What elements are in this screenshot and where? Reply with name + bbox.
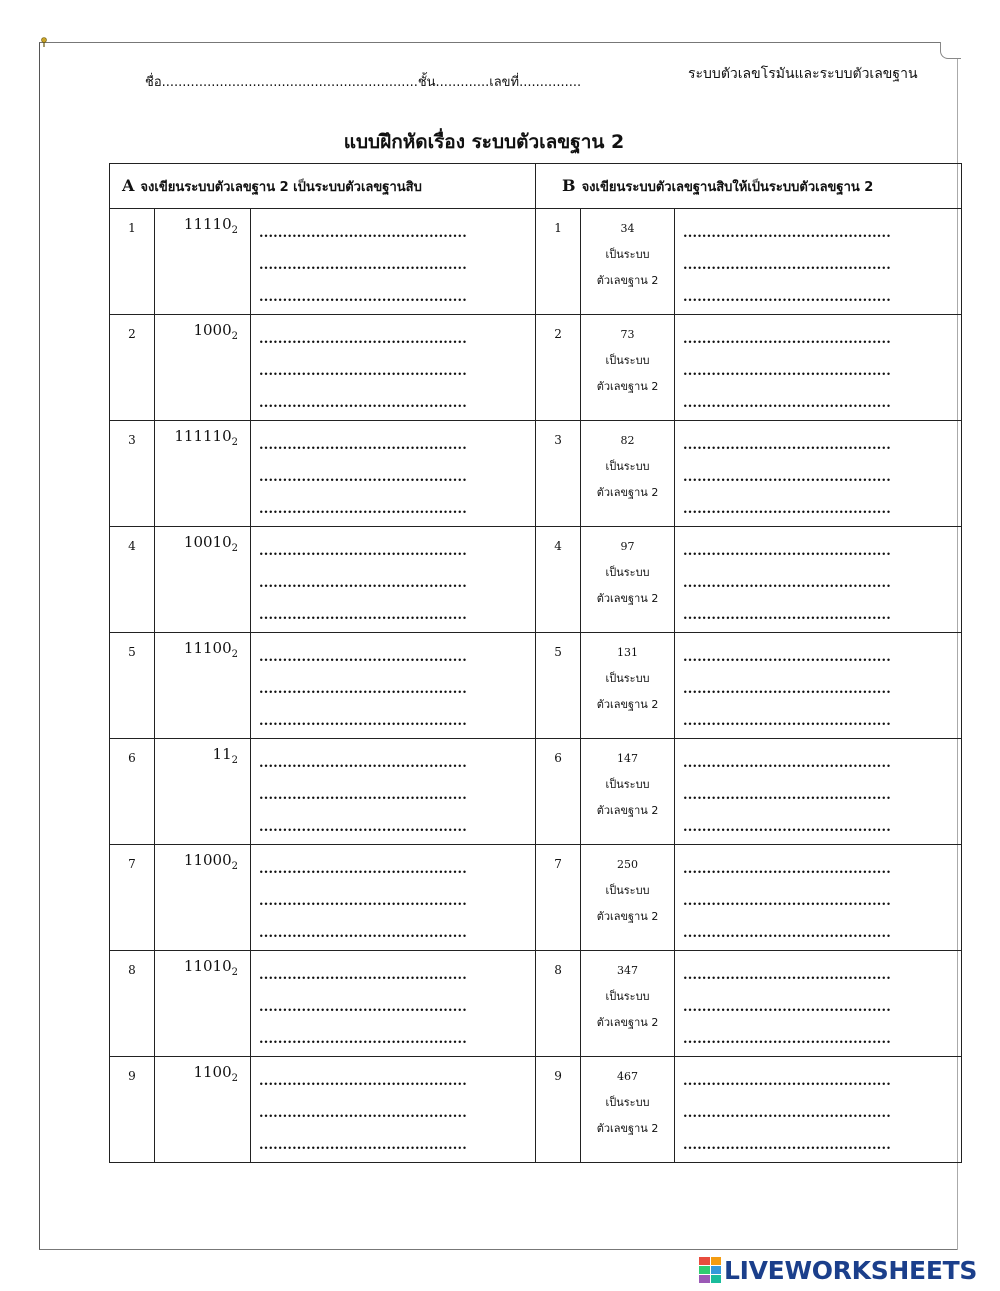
binary-value	[155, 633, 251, 739]
conversion-text-1: เป็นระบบ	[605, 778, 650, 791]
conversion-text-1: เป็นระบบ	[605, 248, 650, 261]
answer-line[interactable]: ............................................	[259, 894, 467, 909]
worksheet-title: แบบฝึกหัดเรื่อง ระบบตัวเลขฐาน 2	[343, 131, 625, 153]
answer-line[interactable]: ............................................	[683, 788, 891, 803]
binary-digits: 1000	[193, 321, 232, 339]
base-subscript: 2	[231, 649, 238, 660]
base-subscript: 2	[231, 437, 238, 448]
question-b-number: 8	[536, 951, 581, 1057]
conversion-text-2: ตัวเลขฐาน 2	[596, 1122, 659, 1135]
question-a-number: 5	[110, 633, 155, 739]
question-a-number: 4	[110, 527, 155, 633]
answer-line[interactable]: ............................................	[683, 714, 891, 729]
decimal-prompt	[581, 845, 675, 951]
answer-line[interactable]: ............................................	[259, 650, 467, 665]
answer-lines-a[interactable]	[251, 739, 536, 845]
question-b-number: 1	[536, 209, 581, 315]
base-subscript: 2	[231, 331, 238, 342]
decimal-value: 131	[617, 646, 639, 659]
answer-lines-b[interactable]	[675, 739, 962, 845]
answer-line[interactable]: ............................................	[259, 364, 467, 379]
question-a-number: 7	[110, 845, 155, 951]
answer-lines-a[interactable]	[251, 1057, 536, 1163]
decimal-value: 147	[617, 752, 639, 765]
answer-line[interactable]: ............................................	[259, 820, 467, 835]
answer-line[interactable]: ............................................	[683, 226, 891, 241]
answer-line[interactable]: ............................................	[683, 290, 891, 305]
brand-name: LIVEWORKSHEETS	[724, 1255, 978, 1285]
answer-line[interactable]: ............................................	[259, 788, 467, 803]
section-b-header	[536, 164, 962, 209]
question-b-number: 7	[536, 845, 581, 951]
conversion-text-1: เป็นระบบ	[605, 672, 650, 685]
answer-line[interactable]: ............................................	[683, 332, 891, 347]
answer-line[interactable]: ............................................	[683, 438, 891, 453]
binary-digits: 11010	[183, 957, 232, 975]
question-a-number: 1	[110, 209, 155, 315]
decimal-value: 82	[620, 434, 635, 447]
conversion-text-2: ตัวเลขฐาน 2	[596, 274, 659, 287]
section-b-instruction: จงเขียนระบบตัวเลขฐานสิบให้เป็นระบบตัวเลขฐาน 2	[581, 179, 874, 195]
answer-line[interactable]: ............................................	[683, 650, 891, 665]
pin-icon	[41, 37, 47, 47]
answer-line[interactable]: ............................................	[259, 470, 467, 485]
page-curl-corner	[940, 42, 961, 59]
exercise-table	[109, 163, 962, 1163]
decimal-value: 73	[620, 328, 635, 341]
answer-line[interactable]: ............................................	[683, 926, 891, 941]
decimal-prompt	[581, 951, 675, 1057]
section-a-letter: A	[122, 175, 135, 195]
question-b-number: 9	[536, 1057, 581, 1163]
decimal-prompt	[581, 315, 675, 421]
binary-value	[155, 421, 251, 527]
answer-line[interactable]: ............................................	[259, 1074, 467, 1089]
binary-digits: 11110	[183, 215, 232, 233]
answer-lines-a[interactable]	[251, 951, 536, 1057]
binary-digits: 111110	[174, 427, 232, 445]
question-b-number: 4	[536, 527, 581, 633]
conversion-text-2: ตัวเลขฐาน 2	[596, 1016, 659, 1029]
binary-value	[155, 739, 251, 845]
answer-lines-b[interactable]	[675, 315, 962, 421]
base-subscript: 2	[231, 543, 238, 554]
conversion-text-1: เป็นระบบ	[605, 1096, 650, 1109]
binary-value	[155, 951, 251, 1057]
question-a-number: 3	[110, 421, 155, 527]
base-subscript: 2	[231, 861, 238, 872]
question-b-number: 2	[536, 315, 581, 421]
question-b-number: 3	[536, 421, 581, 527]
decimal-prompt	[581, 421, 675, 527]
question-b-number: 5	[536, 633, 581, 739]
logo-tile	[699, 1257, 710, 1265]
decimal-prompt	[581, 633, 675, 739]
answer-line[interactable]: ............................................	[259, 1000, 467, 1015]
conversion-text-2: ตัวเลขฐาน 2	[596, 592, 659, 605]
question-row	[110, 315, 962, 421]
answer-line[interactable]: ............................................	[683, 396, 891, 411]
answer-line[interactable]: ............................................	[259, 438, 467, 453]
binary-value	[155, 209, 251, 315]
question-row	[110, 739, 962, 845]
answer-lines-a[interactable]	[251, 845, 536, 951]
answer-line[interactable]: ............................................	[683, 470, 891, 485]
answer-line[interactable]: ............................................	[259, 332, 467, 347]
conversion-text-2: ตัวเลขฐาน 2	[596, 804, 659, 817]
decimal-value: 250	[617, 858, 639, 871]
liveworksheets-logo	[699, 1255, 977, 1285]
answer-lines-b[interactable]	[675, 1057, 962, 1163]
answer-line[interactable]: ............................................	[259, 862, 467, 877]
logo-tile	[711, 1275, 722, 1283]
decimal-value: 467	[617, 1070, 639, 1083]
answer-line[interactable]: ............................................	[683, 608, 891, 623]
base-subscript: 2	[231, 755, 238, 766]
question-row	[110, 421, 962, 527]
question-row	[110, 527, 962, 633]
base-subscript: 2	[231, 1073, 238, 1084]
answer-line[interactable]: ............................................	[259, 258, 467, 273]
answer-lines-a[interactable]	[251, 209, 536, 315]
question-row	[110, 951, 962, 1057]
question-a-number: 9	[110, 1057, 155, 1163]
answer-line[interactable]: ............................................	[683, 1032, 891, 1047]
decimal-prompt	[581, 1057, 675, 1163]
answer-line[interactable]: ............................................	[259, 576, 467, 591]
conversion-text-2: ตัวเลขฐาน 2	[596, 380, 659, 393]
conversion-text-1: เป็นระบบ	[605, 990, 650, 1003]
base-subscript: 2	[231, 225, 238, 236]
answer-lines-b[interactable]	[675, 951, 962, 1057]
conversion-text-2: ตัวเลขฐาน 2	[596, 486, 659, 499]
liveworksheets-icon	[699, 1257, 721, 1283]
answer-line[interactable]: ............................................	[259, 1106, 467, 1121]
binary-digits: 11000	[183, 851, 232, 869]
question-a-number: 2	[110, 315, 155, 421]
conversion-text-2: ตัวเลขฐาน 2	[596, 910, 659, 923]
decimal-value: 347	[617, 964, 639, 977]
answer-line[interactable]: ............................................	[259, 1138, 467, 1153]
student-info-line: ชื่อ..............................................................ชั้น.............เลขที่...............	[145, 75, 582, 90]
decimal-prompt	[581, 527, 675, 633]
binary-value	[155, 527, 251, 633]
answer-line[interactable]: ............................................	[683, 968, 891, 983]
base-subscript: 2	[231, 967, 238, 978]
answer-line[interactable]: ............................................	[683, 820, 891, 835]
answer-line[interactable]: ............................................	[683, 364, 891, 379]
answer-line[interactable]: ............................................	[683, 1074, 891, 1089]
decimal-prompt	[581, 209, 675, 315]
question-row	[110, 1057, 962, 1163]
section-a-header	[110, 164, 536, 209]
answer-lines-b[interactable]	[675, 845, 962, 951]
conversion-text-1: เป็นระบบ	[605, 354, 650, 367]
answer-line[interactable]: ............................................	[259, 544, 467, 559]
conversion-text-1: เป็นระบบ	[605, 460, 650, 473]
decimal-value: 97	[620, 540, 635, 553]
answer-line[interactable]: ............................................	[259, 682, 467, 697]
decimal-prompt	[581, 739, 675, 845]
answer-lines-b[interactable]	[675, 209, 962, 315]
question-row	[110, 845, 962, 951]
binary-digits: 10010	[183, 533, 232, 551]
logo-tile	[699, 1275, 710, 1283]
answer-line[interactable]: ............................................	[259, 396, 467, 411]
answer-line[interactable]: ............................................	[259, 714, 467, 729]
section-a-instruction: จงเขียนระบบตัวเลขฐาน 2 เป็นระบบตัวเลขฐานสิบ	[140, 179, 422, 195]
subject-heading: ระบบตัวเลขโรมันและระบบตัวเลขฐาน	[688, 66, 918, 82]
answer-line[interactable]: ............................................	[683, 1106, 891, 1121]
answer-line[interactable]: ............................................	[683, 1138, 891, 1153]
answer-lines-a[interactable]	[251, 315, 536, 421]
decimal-value: 34	[620, 222, 635, 235]
binary-digits: 11100	[183, 639, 232, 657]
answer-lines-b[interactable]	[675, 633, 962, 739]
logo-tile	[711, 1257, 722, 1265]
binary-value	[155, 845, 251, 951]
answer-lines-b[interactable]	[675, 421, 962, 527]
binary-value	[155, 1057, 251, 1163]
answer-line[interactable]: ............................................	[683, 682, 891, 697]
answer-line[interactable]: ............................................	[683, 756, 891, 771]
answer-line[interactable]: ............................................	[683, 544, 891, 559]
answer-line[interactable]: ............................................	[683, 894, 891, 909]
answer-lines-a[interactable]	[251, 421, 536, 527]
binary-digits: 1100	[193, 1063, 232, 1081]
answer-line[interactable]: ............................................	[259, 968, 467, 983]
binary-value	[155, 315, 251, 421]
question-b-number: 6	[536, 739, 581, 845]
conversion-text-1: เป็นระบบ	[605, 884, 650, 897]
answer-line[interactable]: ............................................	[259, 290, 467, 305]
question-row	[110, 633, 962, 739]
logo-tile	[699, 1266, 710, 1274]
question-row	[110, 209, 962, 315]
answer-line[interactable]: ............................................	[683, 1000, 891, 1015]
answer-line[interactable]: ............................................	[259, 1032, 467, 1047]
logo-tile	[711, 1266, 722, 1274]
binary-digits: 11	[212, 745, 232, 763]
answer-line[interactable]: ............................................	[259, 926, 467, 941]
answer-lines-b[interactable]	[675, 527, 962, 633]
answer-lines-a[interactable]	[251, 527, 536, 633]
answer-line[interactable]: ............................................	[259, 502, 467, 517]
conversion-text-1: เป็นระบบ	[605, 566, 650, 579]
answer-line[interactable]: ............................................	[259, 608, 467, 623]
section-b-letter: B	[562, 175, 576, 195]
answer-line[interactable]: ............................................	[683, 502, 891, 517]
answer-lines-a[interactable]	[251, 633, 536, 739]
answer-line[interactable]: ............................................	[683, 576, 891, 591]
answer-line[interactable]: ............................................	[259, 226, 467, 241]
question-a-number: 8	[110, 951, 155, 1057]
answer-line[interactable]: ............................................	[683, 258, 891, 273]
answer-line[interactable]: ............................................	[259, 756, 467, 771]
question-a-number: 6	[110, 739, 155, 845]
conversion-text-2: ตัวเลขฐาน 2	[596, 698, 659, 711]
answer-line[interactable]: ............................................	[683, 862, 891, 877]
